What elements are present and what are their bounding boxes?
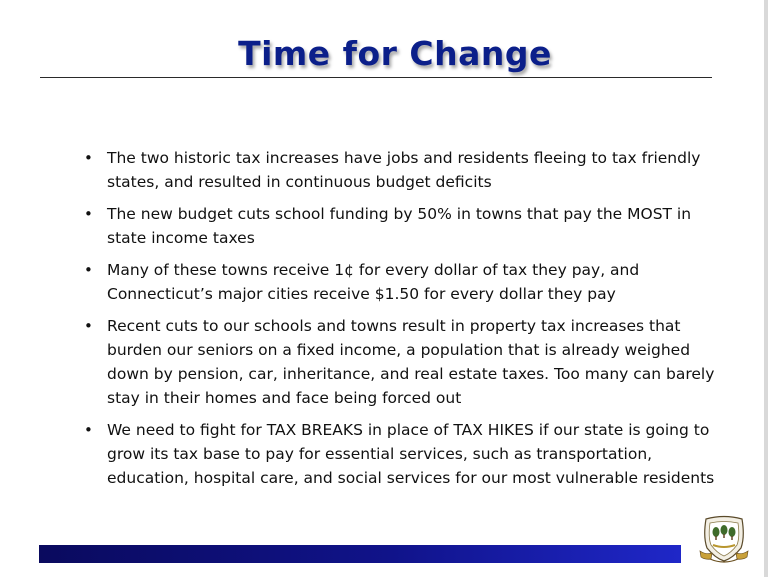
bullet-dot-icon: • [84, 421, 93, 439]
bullet-text: We need to fight for TAX BREAKS in place of TAX HIKES if our state is going to grow its tax base to pay for essential services, such as transportation, education, hospital care, and social services for our most vulnerable residents [107, 421, 715, 487]
bullet-dot-icon: • [84, 205, 93, 223]
footer-bar [39, 545, 681, 563]
connecticut-state-seal-icon [698, 515, 750, 565]
bullet-dot-icon: • [84, 317, 93, 335]
title-divider [40, 77, 712, 78]
bullet-text: The new budget cuts school funding by 50% in towns that pay the MOST in state income taxes [107, 205, 692, 247]
bullet-item [84, 258, 724, 306]
bullet-list [84, 146, 724, 498]
bullet-item [84, 146, 724, 194]
slide-title: Time for Change [238, 34, 552, 73]
window-edge [764, 0, 768, 577]
bullet-item [84, 314, 724, 410]
bullet-item [84, 418, 724, 490]
bullet-item [84, 202, 724, 250]
bullet-text: Many of these towns receive 1¢ for every dollar of tax they pay, and Connecticut’s major cities receive $1.50 for every dollar they pay [107, 261, 640, 303]
bullet-dot-icon: • [84, 261, 93, 279]
bullet-text: Recent cuts to our schools and towns result in property tax increases that burden our seniors on a fixed income, a population that is already weighed down by pension, car, inheritance, and real estate taxes. Too many can barely stay in their homes and face being forced out [107, 317, 715, 407]
bullet-dot-icon: • [84, 149, 93, 167]
bullet-text: The two historic tax increases have jobs and residents fleeing to tax friendly states, and resulted in continuous budget deficits [107, 149, 701, 191]
